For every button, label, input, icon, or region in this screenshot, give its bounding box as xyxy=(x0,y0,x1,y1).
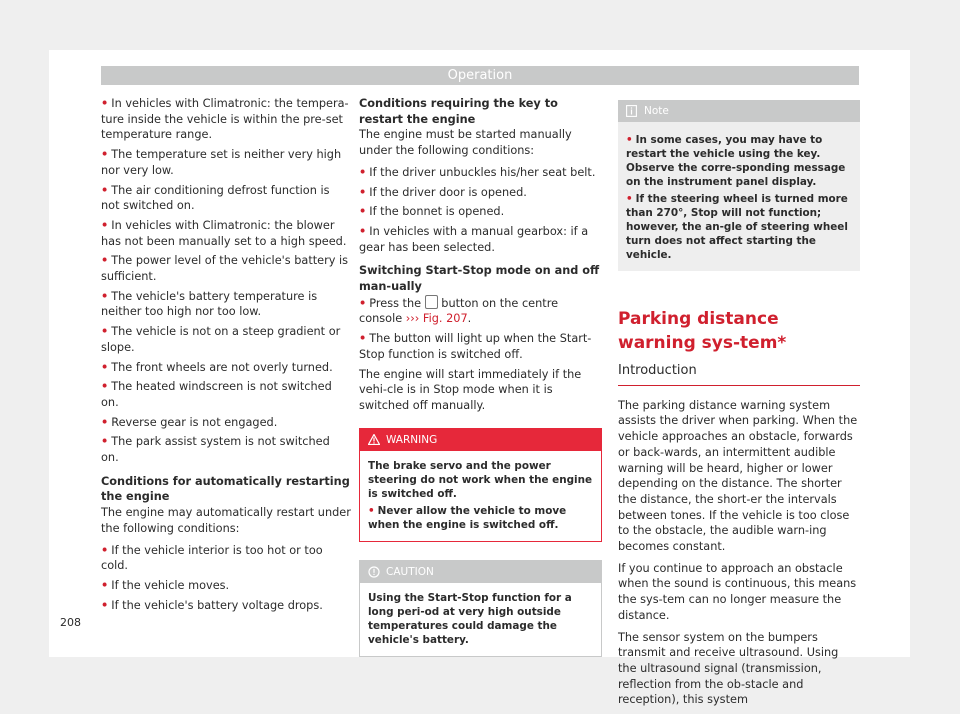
warning-text: The brake servo and the power steering do not work when the engine is switched off. xyxy=(368,459,593,500)
note-label: Note xyxy=(644,105,669,117)
caution-box xyxy=(359,560,602,657)
paragraph: If you continue to approach an obstacle when the sound is continuous, this means the sys-tem can no longer measure the distance. xyxy=(618,561,857,622)
list-item: • If the vehicle interior is too hot or too cold. xyxy=(101,543,323,573)
section-title: Parking distance warning sys-tem* xyxy=(618,309,787,353)
note-box xyxy=(618,100,860,271)
list-item: • If the vehicle's battery voltage drops. xyxy=(101,598,323,612)
paragraph: The parking distance warning system assists the driver when parking. When the vehicle approaches an obstacle, forwards or back-wards, an intermittent audible warning will be heard, higher or lower depending on the distance. The shorter the distance, the short-er the intervals between tones. If the vehicle is too close to the obstacle, the audible warn-ing becomes constant. xyxy=(618,398,858,554)
list-item: • The button will light up when the Start-Stop function is switched off. xyxy=(359,332,592,361)
caution-label: CAUTION xyxy=(386,565,434,578)
caution-circle-icon xyxy=(368,566,380,578)
paragraph: The sensor system on the bumpers transmit and receive ultrasound. Using the ultrasound signal (transmission, reflection from the ob-stacle and reception), this system xyxy=(618,630,839,707)
paragraph: The engine may automatically restart under the following conditions: xyxy=(101,506,351,535)
column-3 xyxy=(618,96,860,714)
info-icon xyxy=(626,105,637,117)
column-2 xyxy=(359,96,602,657)
warning-triangle-icon xyxy=(368,434,380,445)
list-item: • If the driver unbuckles his/her seat belt. xyxy=(359,165,596,179)
start-stop-button-icon xyxy=(425,295,438,309)
list-item: • The temperature set is neither very high nor very low. xyxy=(101,148,342,177)
list-item: • The air conditioning defrost function is not switched on. xyxy=(101,183,330,213)
warning-label: WARNING xyxy=(386,433,438,446)
list-item: • If the vehicle moves. xyxy=(101,578,230,592)
page-header: Operation xyxy=(101,66,859,85)
list-item: • If the steering wheel is turned more than 270°, Stop will not function; however, the an-gle of steering wheel turn does not affect starting the vehicle. xyxy=(626,193,848,261)
paragraph: The engine must be started manually under the following conditions: xyxy=(359,128,572,158)
column-1 xyxy=(101,96,351,617)
list-item: • Reverse gear is not engaged. xyxy=(101,415,278,429)
list-item: • The heated windscreen is not switched on. xyxy=(101,380,332,409)
subheading: Conditions for automatically restarting the engine xyxy=(101,474,350,504)
list-item: • The park assist system is not switched on. xyxy=(101,435,330,465)
list-item: • The vehicle is not on a steep gradient or slope. xyxy=(101,325,341,354)
list-item: • In some cases, you may have to restart the vehicle using the key. Observe the corre-sponding message on the instrument panel display. xyxy=(626,134,846,188)
page-number: 208 xyxy=(60,616,81,629)
list-item: • Press the button on the centre console ››› Fig. 207. xyxy=(359,296,559,326)
figure-link[interactable]: ››› Fig. 207 xyxy=(405,312,468,326)
list-item: • If the driver door is opened. xyxy=(359,185,527,199)
list-item: • In vehicles with Climatronic: the blower has not been manually set to a high speed. xyxy=(101,218,347,248)
list-item: • If the bonnet is opened. xyxy=(359,205,505,219)
subheading: Switching Start-Stop mode on and off man-ually xyxy=(359,264,600,294)
list-item: • The vehicle's battery temperature is neither too high nor too low. xyxy=(101,289,318,319)
warning-box xyxy=(359,428,602,542)
list-item: • In vehicles with Climatronic: the tempera-ture inside the vehicle is within the pre-set temperature range. xyxy=(101,97,349,142)
list-item: • In vehicles with a manual gearbox: if a gear has been selected. xyxy=(359,224,589,254)
list-item: • The power level of the vehicle's battery is sufficient. xyxy=(101,254,349,284)
subheading: Conditions requiring the key to restart the engine xyxy=(359,97,558,126)
paragraph: The engine will start immediately if the vehi-cle is in Stop mode when it is switched off manually. xyxy=(359,367,582,412)
list-item: • The front wheels are not overly turned. xyxy=(101,360,333,374)
introduction-heading: Introduction xyxy=(618,363,860,386)
caution-text: Using the Start-Stop function for a long peri-od at very high outside temperatures could damage the vehicle's battery. xyxy=(360,583,601,656)
list-item: • Never allow the vehicle to move when the engine is switched off. xyxy=(368,504,567,531)
